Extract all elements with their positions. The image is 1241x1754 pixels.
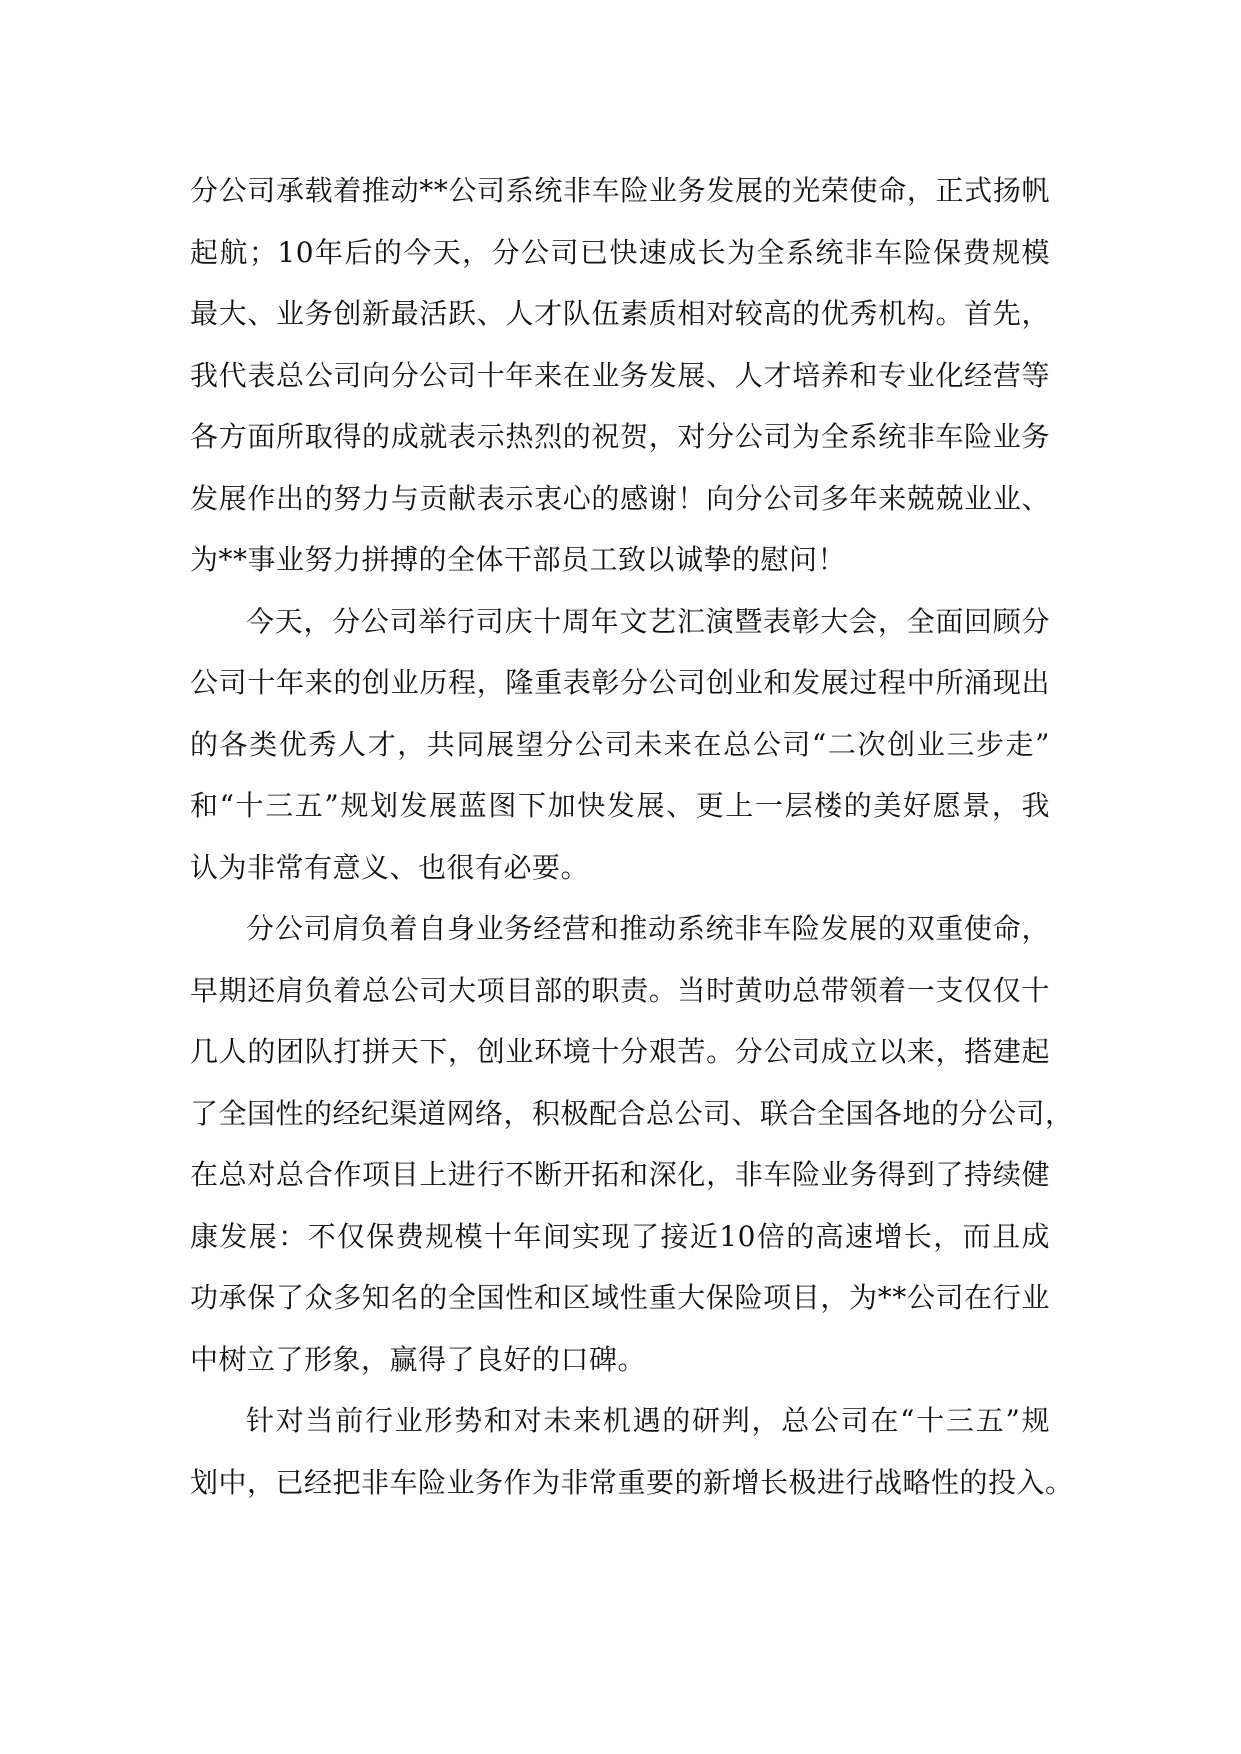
text-line: 中树立了形象，赢得了良好的口碑。 bbox=[190, 1342, 647, 1376]
text-line: 功承保了众多知名的全国性和区域性重大保险项目，为**公司在行业 bbox=[190, 1281, 1050, 1314]
text-line: 最大、业务创新最活跃、人才队伍素质相对较高的优秀机构。首先， bbox=[190, 297, 1050, 330]
text-line: 针对当前行业形势和对未来机遇的研判，总公司在“十三五”规 bbox=[246, 1404, 1050, 1437]
text-line: 在总对总合作项目上进行不断开拓和深化，非车险业务得到了持续健 bbox=[190, 1158, 1050, 1191]
text-line: 的各类优秀人才，共同展望分公司未来在总公司“二次创业三步走” bbox=[190, 727, 1050, 761]
text-line: 公司十年来的创业历程，隆重表彰分公司创业和发展过程中所涌现出 bbox=[190, 666, 1050, 699]
text-line: 和“十三五”规划发展蓝图下加快发展、更上一层楼的美好愿景，我 bbox=[190, 789, 1050, 822]
text-line: 分公司肩负着自身业务经营和推动系统非车险发展的双重使命， bbox=[246, 912, 1050, 945]
text-line: 分公司承载着推动**公司系统非车险业务发展的光荣使命，正式扬帆 bbox=[190, 174, 1050, 207]
text-line: 几人的团队打拼天下，创业环境十分艰苦。分公司成立以来，搭建起 bbox=[190, 1035, 1050, 1068]
text-line: 各方面所取得的成就表示热烈的祝贺，对分公司为全系统非车险业务 bbox=[190, 420, 1050, 453]
body-text bbox=[190, 160, 1074, 1513]
text-line: 发展作出的努力与贡献表示衷心的感谢！向分公司多年来兢兢业业、 bbox=[190, 481, 1050, 515]
text-line: 为**事业努力拼搏的全体干部员工致以诚挚的慰问！ bbox=[190, 543, 847, 576]
text-line: 今天，分公司举行司庆十周年文艺汇演暨表彰大会，全面回顾分 bbox=[246, 604, 1050, 638]
text-line: 起航；10年后的今天，分公司已快速成长为全系统非车险保费规模 bbox=[190, 235, 1050, 269]
text-line: 早期还肩负着总公司大项目部的职责。当时黄叻总带领着一支仅仅十 bbox=[190, 973, 1050, 1007]
text-line: 了全国性的经纪渠道网络，积极配合总公司、联合全国各地的分公司， bbox=[190, 1096, 1074, 1130]
text-line: 我代表总公司向分公司十年来在业务发展、人才培养和专业化经营等 bbox=[190, 358, 1050, 392]
text-line: 认为非常有意义、也很有必要。 bbox=[190, 850, 590, 884]
text-line: 康发展：不仅保费规模十年间实现了接近10倍的高速增长，而且成 bbox=[190, 1219, 1050, 1253]
text-line: 划中，已经把非车险业务作为非常重要的新增长极进行战略性的投入。 bbox=[190, 1465, 1074, 1499]
